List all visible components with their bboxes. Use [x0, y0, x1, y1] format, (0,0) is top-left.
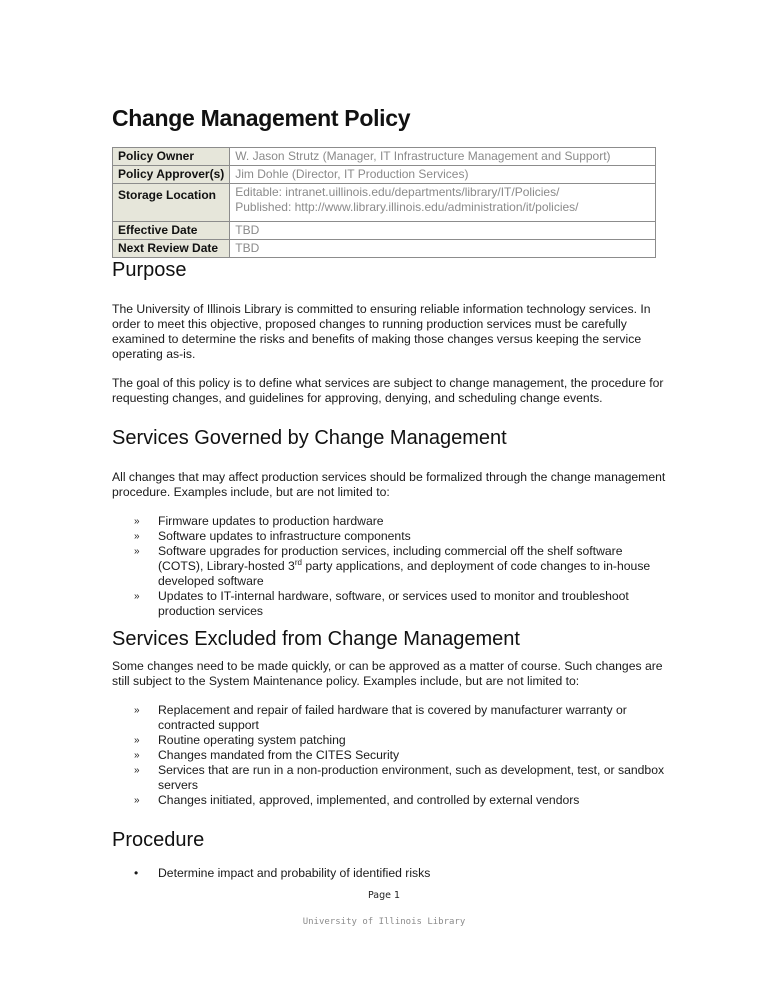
- section-heading-governed: Services Governed by Change Management: [112, 427, 507, 449]
- list-item-text: Changes initiated, approved, implemented, and controlled by external vendors: [158, 793, 580, 807]
- list-item-text: Services that are run in a non-production environment, such as development, test, or sandbox servers: [158, 763, 665, 792]
- meta-value: TBD: [230, 222, 656, 240]
- meta-row-next-review-date: [113, 240, 656, 258]
- spacer: [112, 852, 768, 866]
- list-item-text: Determine impact and probability of identified risks: [158, 866, 431, 880]
- page-number: Page 1: [367, 890, 401, 901]
- meta-label: Effective Date: [113, 222, 230, 240]
- meta-value: Jim Dohle (Director, IT Production Services): [230, 166, 656, 184]
- list-item: [134, 763, 670, 793]
- meta-value: W. Jason Strutz (Manager, IT Infrastructure Management and Support): [230, 148, 656, 166]
- list-item: [134, 589, 670, 619]
- document-title: Change Management Policy: [112, 105, 411, 131]
- meta-row-policy-owner: [113, 148, 656, 166]
- bullet-icon: »: [134, 531, 140, 542]
- meta-row-policy-approvers: [113, 166, 656, 184]
- spacer: [112, 500, 768, 514]
- policy-meta-table: [112, 147, 656, 258]
- list-item: [134, 703, 670, 733]
- footer-organization: University of Illinois Library: [302, 917, 466, 927]
- bullet-icon: •: [134, 866, 139, 880]
- ordinal-suffix: rd: [294, 557, 302, 567]
- spacer: [112, 689, 768, 703]
- bullet-icon: »: [134, 591, 140, 602]
- list-item-text: Software updates to infrastructure components: [158, 529, 411, 543]
- section-heading-procedure: Procedure: [112, 829, 205, 851]
- list-item-text: Replacement and repair of failed hardware that is covered by manufacturer warranty or contracted support: [158, 703, 627, 732]
- spacer: [112, 808, 768, 828]
- list-item: [134, 733, 670, 748]
- purpose-paragraph-1: The University of Illinois Library is committed to ensuring reliable information technology services. In order to meet this objective, proposed changes to running production services must be carefully examined to determine the risks and benefits of making those changes versus keeping the service operating as-is.: [112, 302, 651, 361]
- spacer: [112, 282, 768, 302]
- meta-row-effective-date: [113, 222, 656, 240]
- list-item: [134, 793, 670, 808]
- spacer: [112, 406, 768, 426]
- list-item-text: Routine operating system patching: [158, 733, 346, 747]
- bullet-icon: »: [134, 750, 140, 761]
- excluded-intro: Some changes need to be made quickly, or can be approved as a matter of course. Such changes are still subject to the System Maintenance policy. Examples include, but are not limited to:: [112, 659, 663, 688]
- spacer: [112, 362, 768, 376]
- list-item: [134, 544, 670, 589]
- meta-label: Policy Approver(s): [113, 166, 230, 184]
- list-item-text: Firmware updates to production hardware: [158, 514, 384, 528]
- bullet-icon: »: [134, 735, 140, 746]
- bullet-icon: »: [134, 795, 140, 806]
- governed-intro: All changes that may affect production services should be formalized through the change management procedure. Examples include, but are not limited to:: [112, 470, 666, 499]
- section-heading-purpose: Purpose: [112, 259, 187, 281]
- meta-row-storage-location: [113, 184, 656, 222]
- list-item-text: Updates to IT-internal hardware, software, or services used to monitor and troubleshoot production services: [158, 589, 629, 618]
- list-item-text-part: Software upgrades for production services, including commercial off the shelf software (COTS), Library-hosted 3: [158, 544, 623, 573]
- bullet-icon: »: [134, 516, 140, 527]
- section-heading-excluded: Services Excluded from Change Management: [112, 628, 520, 650]
- procedure-list: [134, 866, 670, 881]
- meta-label: Policy Owner: [113, 148, 230, 166]
- spacer: [112, 450, 768, 470]
- meta-label: Next Review Date: [113, 240, 230, 258]
- storage-editable-path: Editable: intranet.uillinois.edu/departments/library/IT/Policies/: [235, 185, 560, 199]
- list-item: [134, 514, 670, 529]
- list-item-text-part: party applications, and deployment of code changes to in-house developed software: [158, 559, 651, 588]
- list-item: [134, 748, 670, 763]
- spacer: [112, 651, 768, 659]
- meta-value: TBD: [230, 240, 656, 258]
- list-item: [134, 866, 670, 881]
- bullet-icon: »: [134, 546, 140, 557]
- bullet-icon: »: [134, 765, 140, 776]
- meta-label: Storage Location: [113, 184, 230, 222]
- list-item-text: Changes mandated from the CITES Security: [158, 748, 400, 762]
- purpose-paragraph-2: The goal of this policy is to define what services are subject to change management, the procedure for requesting changes, and guidelines for approving, denying, and scheduling change events.: [112, 376, 664, 405]
- governed-list: [134, 514, 670, 619]
- storage-published-url: Published: http://www.library.illinois.edu/administration/it/policies/: [235, 200, 579, 214]
- bullet-icon: »: [134, 705, 140, 716]
- meta-value: [230, 184, 656, 222]
- spacer: [112, 619, 768, 627]
- list-item: [134, 529, 670, 544]
- excluded-list: [134, 703, 670, 808]
- list-item-text: [158, 544, 650, 588]
